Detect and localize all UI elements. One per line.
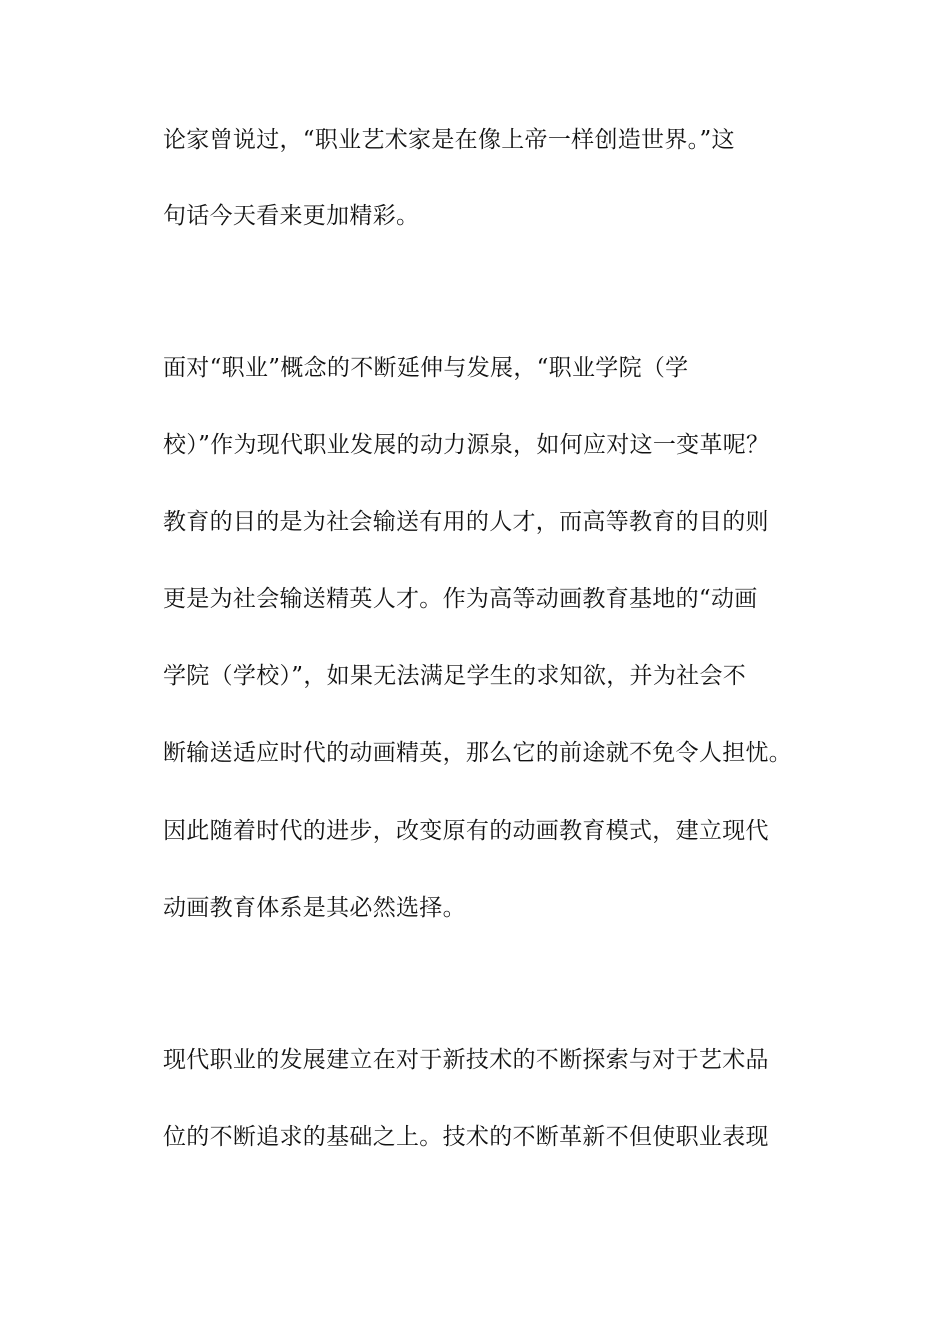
text-line: 学院（学校）”，如果无法满足学生的求知欲，并为社会不 [163, 663, 747, 689]
text-line: 位的不断追求的基础之上。技术的不断革新不但使职业表现 [163, 1124, 769, 1150]
text-line: 句话今天看来更加精彩。 [163, 203, 420, 229]
text-line: 因此随着时代的进步，改变原有的动画教育模式，建立现代 [163, 818, 769, 844]
text-line: 教育的目的是为社会输送有用的人才，而高等教育的目的则 [163, 509, 769, 535]
text-line: 校）”作为现代职业发展的动力源泉，如何应对这一变革呢？ [163, 432, 770, 458]
text-line: 动画教育体系是其必然选择。 [163, 895, 466, 921]
text-line: 断输送适应时代的动画精英，那么它的前途就不免令人担忧。 [163, 740, 793, 766]
text-line: 更是为社会输送精英人才。作为高等动画教育基地的“动画 [163, 586, 758, 612]
text-line: 论家曾说过，“职业艺术家是在像上帝一样创造世界。”这 [163, 127, 735, 153]
text-line: 现代职业的发展建立在对于新技术的不断探索与对于艺术品 [163, 1047, 769, 1073]
text-line: 面对“职业”概念的不断延伸与发展，“职业学院（学 [163, 355, 689, 381]
